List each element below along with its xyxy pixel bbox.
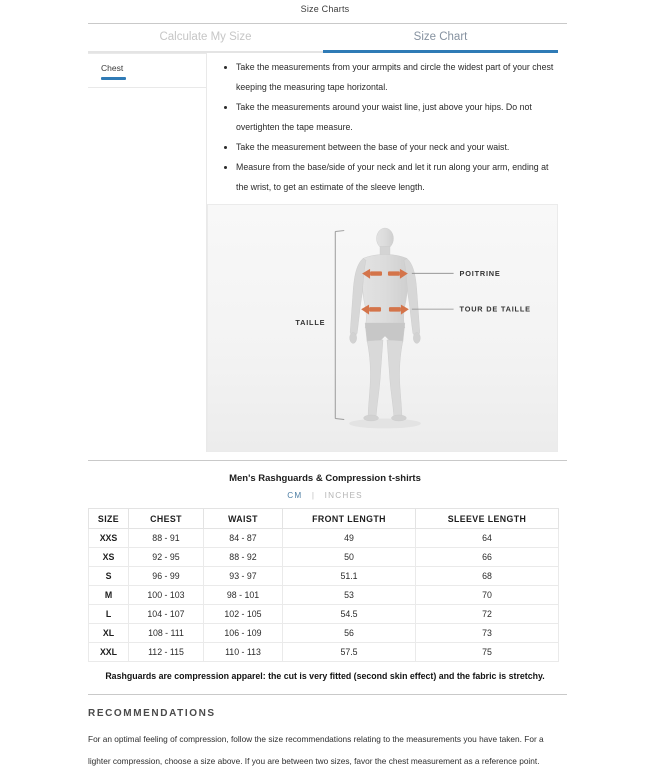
table-row [89, 643, 559, 662]
size-table-title: Men's Rashguards & Compression t-shirts [229, 473, 421, 484]
table-body [89, 529, 559, 662]
tab-calculate-my-size[interactable]: Calculate My Size [88, 25, 323, 53]
table-row [89, 624, 559, 643]
table-cell: 112 - 115 [129, 643, 204, 662]
table-cell: 72 [416, 605, 559, 624]
size-cell: M [89, 586, 129, 605]
size-chart-table [88, 508, 559, 662]
table-cell: 50 [283, 548, 416, 567]
table-cell: 96 - 99 [129, 567, 204, 586]
height-label: TAILLE [295, 318, 326, 328]
table-cell: 88 - 92 [204, 548, 283, 567]
tab-size-chart[interactable]: Size Chart [323, 25, 558, 53]
sidebar-item-label: Chest [101, 63, 124, 73]
instruction-item: • Take the measurement between the base of your neck and your waist. [236, 137, 556, 157]
mannequin-figure [350, 228, 421, 421]
size-cell: XXL [89, 643, 129, 662]
unit-separator: | [311, 491, 316, 500]
recommendations-divider [88, 694, 567, 695]
table-cell: 88 - 91 [129, 529, 204, 548]
table-cell: 98 - 101 [204, 586, 283, 605]
size-cell: XXS [89, 529, 129, 548]
table-cell: 92 - 95 [129, 548, 204, 567]
height-measure-line [335, 231, 344, 420]
unit-option-inches[interactable]: INCHES [324, 491, 363, 500]
instruction-item: • Take the measurements around your waist line, just above your hips. Do not overtighten the tape measure. [236, 97, 556, 137]
recommendations-body: For an optimal feeling of compression, follow the size recommendations relating to the measurements you have taken. For a lighter compression, choose a size above. If you are between two sizes, favor the chest measurement as a reference point. [88, 734, 544, 766]
table-row [89, 548, 559, 567]
table-row [89, 605, 559, 624]
instruction-item: • Measure from the base/side of your neck and let it run along your arm, ending at the wrist, to get an estimate of the sleeve length. [236, 157, 556, 197]
measurement-sidebar [88, 53, 207, 452]
table-cell: 66 [416, 548, 559, 567]
table-cell: 64 [416, 529, 559, 548]
size-cell: XL [89, 624, 129, 643]
main-panel [207, 53, 558, 452]
table-cell: 49 [283, 529, 416, 548]
table-cell: 54.5 [283, 605, 416, 624]
table-cell: 106 - 109 [204, 624, 283, 643]
table-row [89, 586, 559, 605]
table-cell: 56 [283, 624, 416, 643]
waist-label: TOUR DE TAILLE [459, 304, 531, 314]
table-cell: 68 [416, 567, 559, 586]
table-cell: 108 - 111 [129, 624, 204, 643]
section-divider [88, 460, 567, 461]
table-cell: 51.1 [283, 567, 416, 586]
mannequin-diagram [208, 205, 557, 451]
page-title: Size Charts [300, 4, 350, 14]
table-header-cell: SIZE [89, 509, 129, 529]
active-indicator [101, 77, 126, 80]
measurement-figure [207, 204, 558, 452]
size-cell: S [89, 567, 129, 586]
table-cell: 57.5 [283, 643, 416, 662]
size-cell: XS [89, 548, 129, 567]
compression-note: Rashguards are compression apparel: the cut is very fitted (second skin effect) and the fabric is stretchy. [105, 671, 545, 681]
table-cell: 53 [283, 586, 416, 605]
table-cell: 93 - 97 [204, 567, 283, 586]
table-cell: 73 [416, 624, 559, 643]
tab-bar [88, 25, 558, 53]
table-header-cell: CHEST [129, 509, 204, 529]
table-header-cell: FRONT LENGTH [283, 509, 416, 529]
table-cell: 104 - 107 [129, 605, 204, 624]
content-row [88, 53, 558, 452]
chest-label: POITRINE [459, 268, 501, 278]
size-cell: L [89, 605, 129, 624]
instruction-item: • Take the measurements from your armpits and circle the widest part of your chest keeping the measuring tape horizontal. [236, 57, 556, 97]
table-row [89, 567, 559, 586]
instruction-list [207, 57, 558, 197]
table-cell: 110 - 113 [204, 643, 283, 662]
table-cell: 84 - 87 [204, 529, 283, 548]
table-header-cell: WAIST [204, 509, 283, 529]
floor-shadow [349, 418, 421, 428]
top-divider [88, 23, 567, 24]
recommendations-heading: RECOMMENDATIONS [88, 708, 216, 719]
table-cell: 70 [416, 586, 559, 605]
table-head [89, 509, 559, 529]
table-row [89, 529, 559, 548]
table-cell: 75 [416, 643, 559, 662]
unit-option-cm[interactable]: CM [287, 491, 303, 500]
table-header-cell: SLEEVE LENGTH [416, 509, 559, 529]
unit-toggle [0, 491, 650, 500]
sidebar-item-chest[interactable] [88, 54, 206, 88]
table-header-row [89, 509, 559, 529]
table-cell: 102 - 105 [204, 605, 283, 624]
table-cell: 100 - 103 [129, 586, 204, 605]
